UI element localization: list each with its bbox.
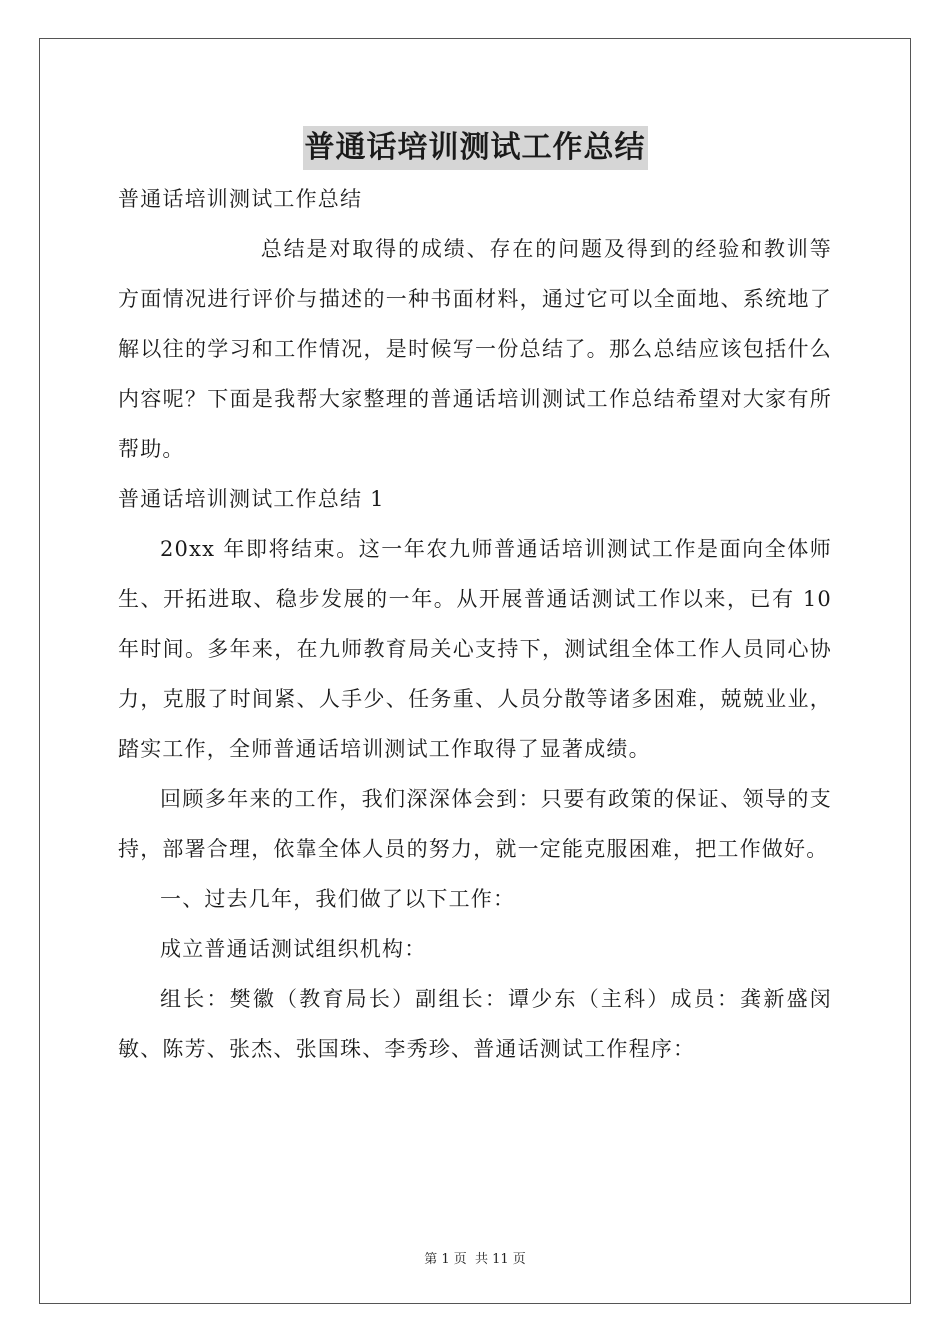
document-body <box>118 174 832 1074</box>
body-paragraph: 回顾多年来的工作，我们深深体会到：只要有政策的保证、领导的支持，部署合理，依靠全体人员的努力，就一定能克服困难，把工作做好。 <box>118 787 832 861</box>
document-subtitle: 普通话培训测试工作总结 <box>118 187 363 211</box>
page-number: 第 1 页 <box>424 1252 467 1267</box>
document-title: 普通话培训测试工作总结 <box>303 126 648 170</box>
body-paragraph: 组长：樊徽（教育局长）副组长：谭少东（主科）成员：龚新盛闵敏、陈芳、张杰、张国珠、李秀珍、普通话测试工作程序： <box>118 987 832 1061</box>
intro-paragraph: 总结是对取得的成绩、存在的问题及得到的经验和教训等方面情况进行评价与描述的一种书面材料，通过它可以全面地、系统地了解以往的学习和工作情况，是时候写一份总结了。那么总结应该包括什么内容呢？下面是我帮大家整理的普通话培训测试工作总结希望对大家有所帮助。 <box>118 237 832 461</box>
list-heading: 一、过去几年，我们做了以下工作： <box>160 887 516 911</box>
page-footer <box>0 1248 950 1267</box>
page-total: 共 11 页 <box>474 1252 526 1267</box>
body-paragraph: 20xx 年即将结束。这一年农九师普通话培训测试工作是面向全体师生、开拓进取、稳步发展的一年。从开展普通话测试工作以来，已有 10 年时间。多年来，在九师教育局关心支持下，测试组全体工作人员同心协力，克服了时间紧、人手少、任务重、人员分散等诸多困难，兢兢业业，踏实工作，全师普通话培训测试工作取得了显著成绩。 <box>118 537 832 761</box>
body-paragraph: 成立普通话测试组织机构： <box>160 937 427 961</box>
title-container <box>0 126 950 170</box>
section-heading: 普通话培训测试工作总结 1 <box>118 487 385 511</box>
